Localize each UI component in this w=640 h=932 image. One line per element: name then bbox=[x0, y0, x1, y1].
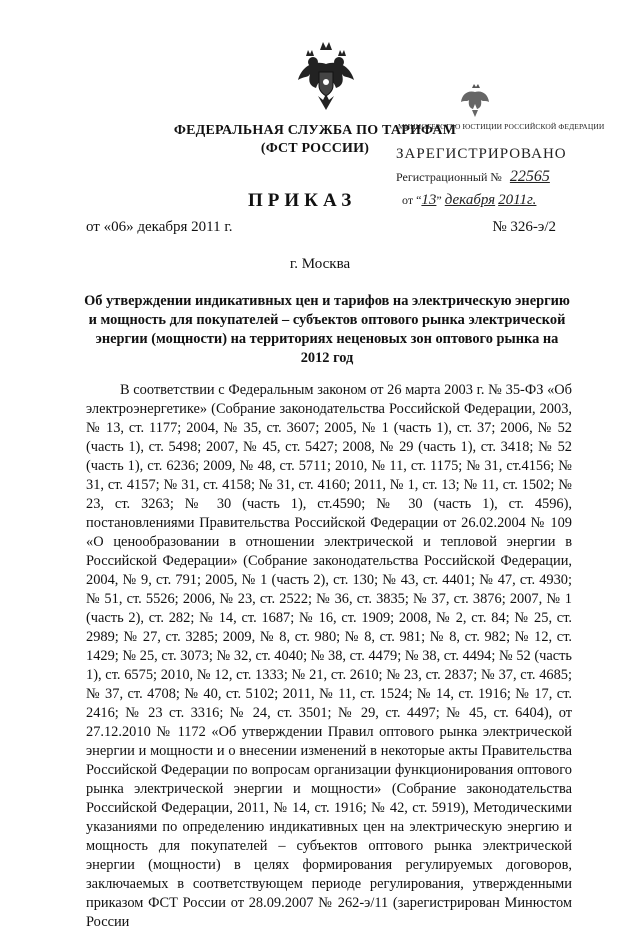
stamp-reg-label: Регистрационный № bbox=[396, 170, 502, 184]
stamp-reg-number-handwritten: 22565 bbox=[509, 168, 550, 185]
stamp-date-year: 2011г. bbox=[498, 192, 537, 208]
document-type: ПРИКАЗ bbox=[248, 190, 357, 211]
registration-stamp bbox=[378, 78, 605, 218]
document-date: от «06» декабря 2011 г. bbox=[86, 219, 233, 235]
stamp-date-prefix: от “ bbox=[402, 193, 422, 207]
stamp-date-quote: ” bbox=[436, 193, 442, 207]
document-city: г. Москва bbox=[289, 256, 351, 272]
document-number: № 326-э/2 bbox=[492, 219, 556, 235]
stamp-registration-date bbox=[402, 192, 536, 209]
coat-of-arms-emblem bbox=[296, 40, 356, 114]
document-body: В соответствии с Федеральным законом от 26 марта 2003 г. № 35-ФЗ «Об электроэнергетике» (Собрание законодательства Российской Федерации, 2003, № 13, ст. 1177; 2004, № 35, ст. 3607; 2005, № 1 (часть 1), ст. 37; 2006, № 52 (часть 1), ст. 5498; 2007, № 45, ст. 5427; 2008, № 29 (часть 1), ст. 3418; № 52 (часть 1), ст. 6236; 2009, № 48, ст. 5711; 2010, № 11, ст. 1175; № 31, ст.4156; № 31, ст. 4157; № 31, ст. 4158; № 31, ст. 4160; 2011, № 1, ст. 13; № 11, ст. 1502; № 23, ст. 3263; № 30 (часть 1), ст.4590; № 30 (часть 1), ст. 4596), постановлениями Правительства Российской Федерации от 26.02.2004 № 109 «О ценообразовании в отношении электрической и тепловой энергии в Российской Федерации» (Собрание законодательства Российской Федерации, 2004, № 9, ст. 791; 2005, № 1 (часть 2), ст. 130; № 43, ст. 4401; № 47, ст. 4930; № 51, ст. 5526; 2006, № 23, ст. 2522; № 36, ст. 3835; № 37, ст. 3876; 2007, № 1 (часть 2), ст. 282; № 14, ст. 1687; № 16, ст. 1909; 2008, № 2, ст. 84; № 25, ст. 2989; № 27, ст. 3285; 2009, № 8, ст. 980; № 8, ст. 981; № 8, ст. 982; № 12, ст. 1429; № 25, ст. 3073; № 32, ст. 4040; № 38, ст. 4479; № 38, ст. 4494; № 52 (часть 1), ст. 6575; 2010, № 12, ст. 1333; № 21, ст. 2610; № 23, ст. 2837; № 37, ст. 4685; № 37, ст. 4708; № 40, ст. 5102; 2011, № 11, ст. 1524; № 14, ст. 1916; № 17, ст. 2416; № 23 ст. 3316; № 24, ст. 3501; № 29, ст. 4497; № 45, ст. 6404), от 27.12.2010 № 1172 «Об утверждении Правил оптового рынка электрической энергии и мощности и о внесении изменений в некоторые акты Правительства Российской Федерации по вопросам организации функционирования оптового рынка электрической энергии и мощности» (Собрание законодательства Российской Федерации, 2011, № 14, ст. 1916; № 42, ст. 5919), Методическими указаниями по определению индикативных цен на электрическую энергию и мощность для покупателей – субъектов оптового рынка электрической энергии (мощности) в целях формирования регулируемых договоров, заключаемых в соответствующем периоде регулирования, утвержденными приказом ФСТ России от 28.09.2007 № 262-э/11 (зарегистрирован Минюстом России bbox=[86, 382, 572, 930]
organization-name: ФЕДЕРАЛЬНАЯ СЛУЖБА ПО ТАРИФАМ bbox=[173, 123, 457, 138]
stamp-emblem-icon bbox=[460, 84, 490, 118]
stamp-registration-number bbox=[396, 168, 550, 186]
stamp-registered-label: ЗАРЕГИСТРИРОВАНО bbox=[396, 146, 567, 162]
stamp-ministry-name: МИНИСТЕРСТВО ЮСТИЦИИ РОССИЙСКОЙ ФЕДЕРАЦИИ bbox=[398, 122, 605, 131]
organization-abbreviation: (ФСТ РОССИИ) bbox=[260, 141, 370, 156]
stamp-date-month: декабря bbox=[444, 192, 496, 208]
stamp-date-day: 13 bbox=[421, 192, 437, 208]
document-title: Об утверждении индикативных цен и тарифов на электрическую энергию и мощность для покупателей – субъектов оптового рынка электрической энергии (мощности) на территориях неценовых зон оптового рынка на 2012 год bbox=[84, 293, 570, 366]
